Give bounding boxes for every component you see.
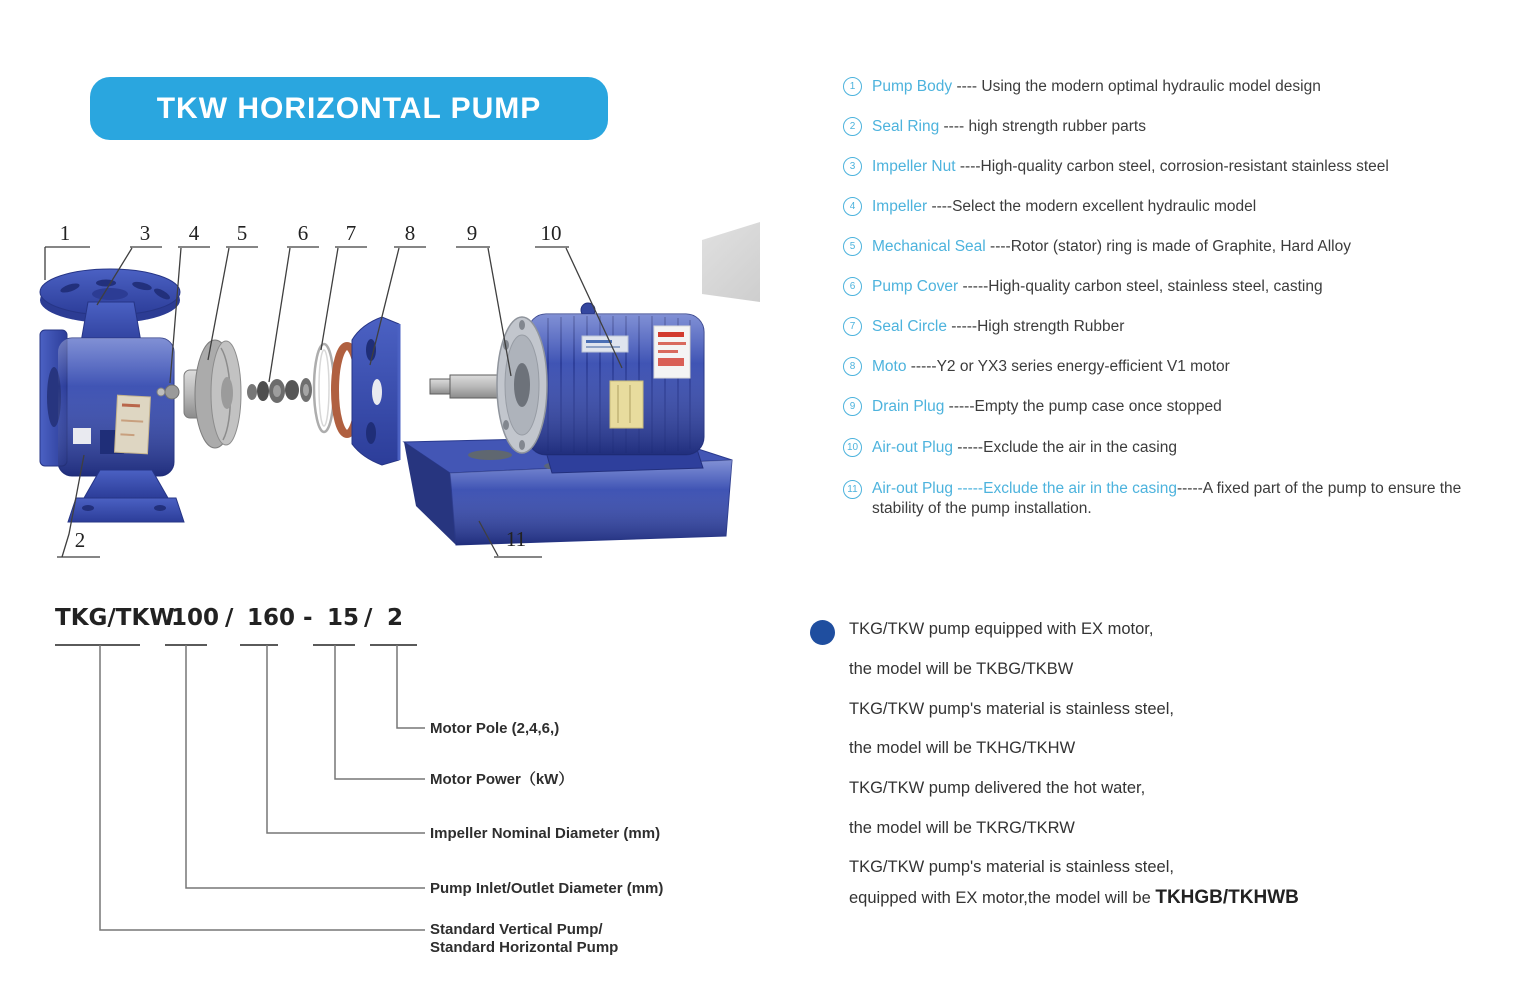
part-list-item-5 [843,237,1351,256]
model-segment-dash: - [303,605,313,631]
part-list-item-11 [843,479,1484,519]
part-text: Pump Cover -----High-quality carbon steel, stainless steel, casting [872,277,1323,295]
callout-9: 9 [466,221,478,245]
model-segment-power: 15 [327,605,360,631]
model-segment-slash1: / [225,605,234,631]
part-number-badge: 6 [843,277,862,296]
note-line-3: TKG/TKW pump's material is stainless steel, [849,700,1174,718]
note-line-2: the model will be TKBG/TKBW [849,660,1074,678]
part-number-badge: 4 [843,197,862,216]
part-list-item-7 [843,317,1124,336]
part-number-badge: 2 [843,117,862,136]
callout-8: 8 [404,221,416,245]
part-list-item-2 [843,117,1146,136]
part-list-item-9 [843,397,1222,416]
part-number-badge: 5 [843,237,862,256]
part-list-item-6 [843,277,1323,296]
callout-3: 3 [139,221,151,245]
part-number-badge: 8 [843,357,862,376]
model-segment-impeller: 160 [247,605,296,631]
label-impeller-diameter: Impeller Nominal Diameter (mm) [430,825,661,842]
note-line-1: TKG/TKW pump equipped with EX motor, [849,620,1154,638]
pump-exploded-diagram [0,0,760,580]
model-segment-inlet: 100 [171,605,220,631]
model-segment-pole: 2 [387,605,404,631]
part-list-item-3 [843,157,1389,176]
callout-10: 10 [540,221,562,245]
mechanical-seal-part [247,378,312,403]
arrow-right-icon [702,204,760,322]
part-number-badge: 10 [843,438,862,457]
callout-1: 1 [59,221,71,245]
part-number-badge: 7 [843,317,862,336]
part-text: Pump Body ---- Using the modern optimal hydraulic model design [872,77,1321,95]
part-text: Impeller ----Select the modern excellent hydraulic model [872,197,1257,215]
label-motor-pole: Motor Pole (2,4,6,) [430,720,560,737]
label-motor-power: Motor Power（kW） [430,771,574,788]
callout-2: 2 [74,528,86,552]
part-text: Air-out Plug -----Exclude the air in the casing-----A fixed part of the pump to ensure the stability of the pump installation. [872,480,1462,517]
part-number-badge: 11 [843,480,862,499]
part-list-item-1 [843,77,1321,96]
pump-cover-part [335,317,399,465]
page-title: TKW HORIZONTAL PUMP [156,91,542,125]
note-line-4: the model will be TKHG/TKHW [849,739,1076,757]
callout-6: 6 [297,221,309,245]
callout-5: 5 [236,221,248,245]
callout-7: 7 [345,221,357,245]
part-text: Moto -----Y2 or YX3 series energy-efficient V1 motor [872,357,1230,375]
note-line-6: the model will be TKRG/TKRW [849,819,1075,837]
part-text: Mechanical Seal ----Rotor (stator) ring is made of Graphite, Hard Alloy [872,237,1351,255]
part-number-badge: 3 [843,157,862,176]
impeller-part [184,340,241,448]
part-text: Air-out Plug -----Exclude the air in the casing [872,438,1177,456]
model-breakdown-lines [0,600,760,1000]
seal-circle-part [314,344,334,432]
part-number-badge: 9 [843,397,862,416]
part-list-item-4 [843,197,1256,216]
highlight-model-code: TKHGB/TKHWB [1155,887,1299,908]
part-number-badge: 1 [843,77,862,96]
part-list-item-10 [843,438,1177,457]
label-inlet-outlet: Pump Inlet/Outlet Diameter (mm) [430,880,664,897]
model-segment-series: TKG/TKW [55,605,175,631]
note-line-7: TKG/TKW pump's material is stainless steel, [849,858,1174,876]
part-list-item-8 [843,357,1230,376]
label-standard-pump: Standard Vertical Pump/ Standard Horizontal Pump [430,921,619,956]
part-text: Impeller Nut ----High-quality carbon steel, corrosion-resistant stainless steel [872,157,1389,175]
part-text: Seal Circle -----High strength Rubber [872,317,1125,335]
note-line-5: TKG/TKW pump delivered the hot water, [849,779,1146,797]
model-segment-slash2: / [364,605,373,631]
callout-4: 4 [188,221,200,245]
part-text: Drain Plug -----Empty the pump case once stopped [872,397,1222,415]
note-line-8: equipped with EX motor,the model will be TKHGB/TKHWB [849,887,1299,908]
part-text: Seal Ring ---- high strength rubber parts [872,117,1146,135]
callout-11: 11 [505,527,527,551]
bullet-icon [810,620,835,645]
